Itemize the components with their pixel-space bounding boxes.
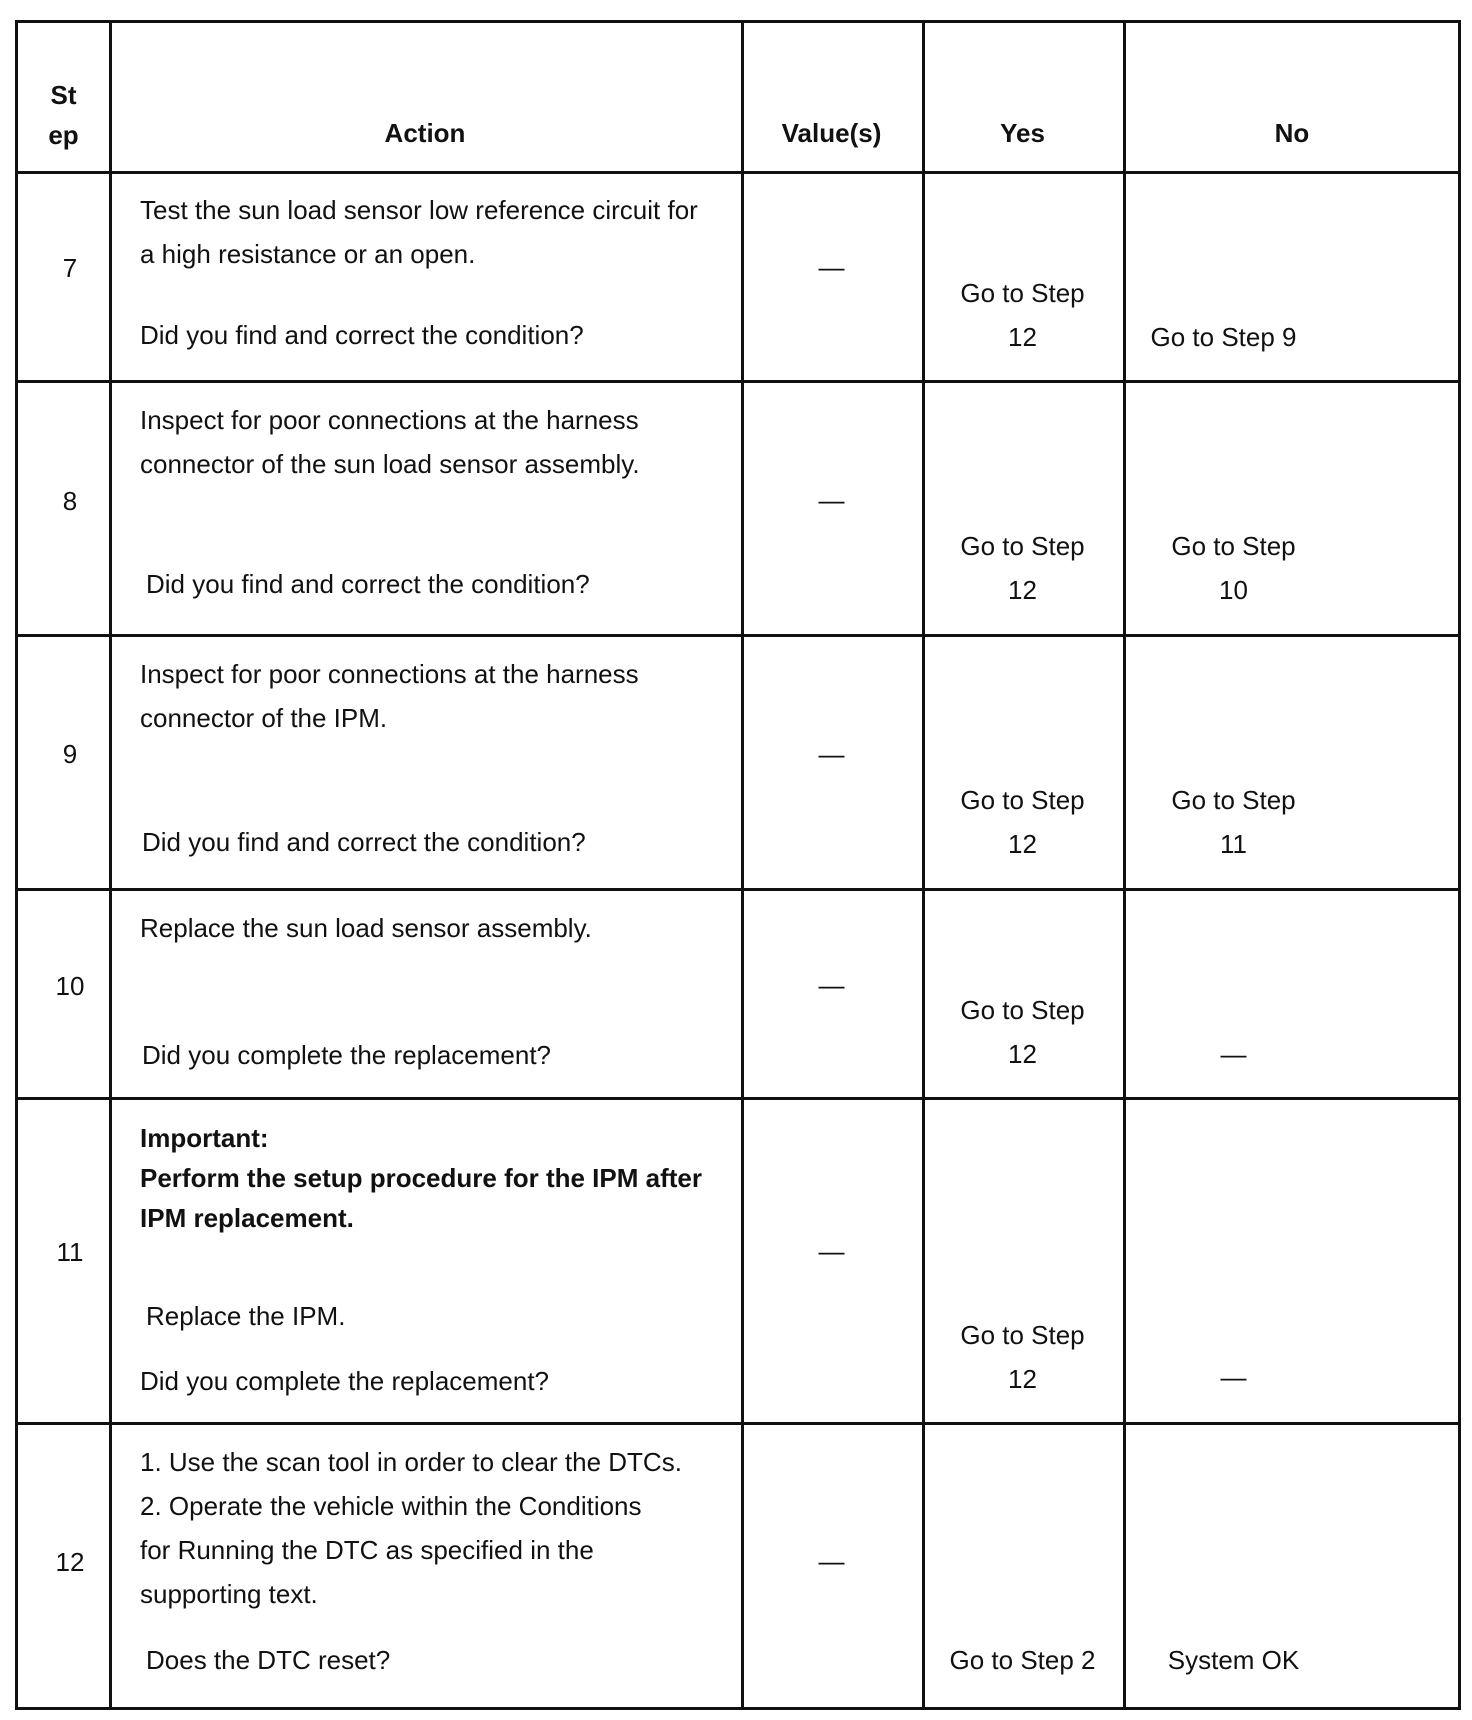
yes-cell bbox=[922, 271, 1123, 359]
action-question bbox=[140, 1359, 740, 1403]
value-cell: — bbox=[818, 739, 845, 769]
yes-line: Go to Step 2 bbox=[949, 1645, 1096, 1675]
header-yes: Yes bbox=[1000, 118, 1045, 148]
yes-line: 12 bbox=[1008, 1039, 1037, 1069]
row-divider bbox=[18, 1422, 1458, 1425]
no-line: Go to Step bbox=[1171, 785, 1296, 815]
action-question bbox=[142, 1033, 742, 1077]
action-text bbox=[140, 1440, 740, 1616]
no-cell bbox=[1123, 524, 1344, 612]
yes-line: Go to Step bbox=[960, 1320, 1085, 1350]
question-line: Did you find and correct the condition? bbox=[140, 320, 584, 350]
no-line: System OK bbox=[1167, 1645, 1300, 1675]
value-cell: — bbox=[818, 970, 845, 1000]
yes-cell bbox=[922, 1638, 1123, 1682]
important-line: Perform the setup procedure for the IPM after bbox=[140, 1163, 702, 1193]
no-line: Go to Step bbox=[1171, 531, 1296, 561]
row-divider bbox=[18, 634, 1458, 637]
action-text bbox=[140, 398, 740, 486]
no-cell bbox=[1123, 778, 1344, 866]
header-no: No bbox=[1274, 118, 1310, 148]
row-divider bbox=[18, 888, 1458, 891]
yes-cell bbox=[922, 778, 1123, 866]
important-note bbox=[140, 1118, 740, 1238]
action-line: connector of the IPM. bbox=[140, 703, 388, 733]
row-divider bbox=[18, 171, 1458, 174]
yes-line: 12 bbox=[1008, 575, 1037, 605]
value-cell: — bbox=[818, 1236, 845, 1266]
no-line: 11 bbox=[1220, 829, 1247, 859]
no-cell bbox=[1123, 1638, 1344, 1682]
row-divider bbox=[18, 1097, 1458, 1100]
step-number: 8 bbox=[62, 486, 78, 516]
important-line: Important: bbox=[140, 1123, 269, 1153]
no-cell bbox=[1123, 315, 1324, 359]
value-cell: — bbox=[818, 1546, 845, 1576]
no-line: — bbox=[1220, 1039, 1247, 1069]
yes-line: 12 bbox=[1008, 1364, 1037, 1394]
value-cell: — bbox=[818, 485, 845, 515]
row-divider bbox=[18, 380, 1458, 383]
action-line: supporting text. bbox=[140, 1579, 318, 1609]
action-line: Inspect for poor connections at the harness bbox=[140, 659, 639, 689]
yes-line: 12 bbox=[1008, 322, 1037, 352]
question-line: Does the DTC reset? bbox=[146, 1645, 391, 1675]
important-line: IPM replacement. bbox=[140, 1203, 354, 1233]
no-cell bbox=[1123, 1032, 1344, 1076]
yes-cell bbox=[922, 1313, 1123, 1401]
step-number: 12 bbox=[55, 1547, 85, 1577]
action-text bbox=[140, 906, 740, 950]
question-line: Did you complete the replacement? bbox=[140, 1366, 550, 1396]
header-step bbox=[18, 75, 109, 155]
action-line: Inspect for poor connections at the harness bbox=[140, 405, 639, 435]
action-line: connector of the sun load sensor assembly. bbox=[140, 449, 640, 479]
yes-cell bbox=[922, 524, 1123, 612]
action-line: Replace the sun load sensor assembly. bbox=[140, 913, 592, 943]
no-line: — bbox=[1220, 1362, 1247, 1392]
value-cell: — bbox=[818, 252, 845, 282]
action-line: 2. Operate the vehicle within the Conditions bbox=[140, 1491, 642, 1521]
header-step-line1: St bbox=[50, 80, 77, 110]
action-line: for Running the DTC as specified in the bbox=[140, 1535, 594, 1565]
yes-line: Go to Step bbox=[960, 995, 1085, 1025]
action-question bbox=[140, 313, 740, 357]
step-number: 10 bbox=[55, 971, 85, 1001]
action-line: Replace the IPM. bbox=[146, 1301, 346, 1331]
yes-line: Go to Step bbox=[960, 278, 1085, 308]
action-line: Test the sun load sensor low reference circuit for bbox=[140, 195, 698, 225]
no-cell bbox=[1123, 1355, 1344, 1399]
header-step-line2: ep bbox=[48, 120, 79, 150]
action-question bbox=[146, 562, 746, 606]
action-question bbox=[146, 1638, 746, 1682]
yes-line: Go to Step bbox=[960, 785, 1085, 815]
header-values: Value(s) bbox=[781, 118, 882, 148]
yes-line: 12 bbox=[1008, 829, 1037, 859]
no-line: 10 bbox=[1219, 575, 1248, 605]
yes-line: Go to Step bbox=[960, 531, 1085, 561]
action-line: 1. Use the scan tool in order to clear the DTCs. bbox=[140, 1447, 682, 1477]
action-line: a high resistance or an open. bbox=[140, 239, 476, 269]
header-action: Action bbox=[384, 118, 466, 148]
yes-cell bbox=[922, 988, 1123, 1076]
diagnostic-table bbox=[15, 20, 1461, 1710]
question-line: Did you find and correct the condition? bbox=[146, 569, 590, 599]
no-line: Go to Step 9 bbox=[1150, 322, 1297, 352]
action-text bbox=[146, 1294, 746, 1338]
question-line: Did you find and correct the condition? bbox=[142, 827, 586, 857]
action-text bbox=[140, 188, 740, 276]
action-question bbox=[142, 820, 742, 864]
step-number: 7 bbox=[62, 253, 78, 283]
action-text bbox=[140, 652, 740, 740]
step-number: 11 bbox=[56, 1237, 84, 1267]
question-line: Did you complete the replacement? bbox=[142, 1040, 552, 1070]
step-number: 9 bbox=[62, 739, 78, 769]
